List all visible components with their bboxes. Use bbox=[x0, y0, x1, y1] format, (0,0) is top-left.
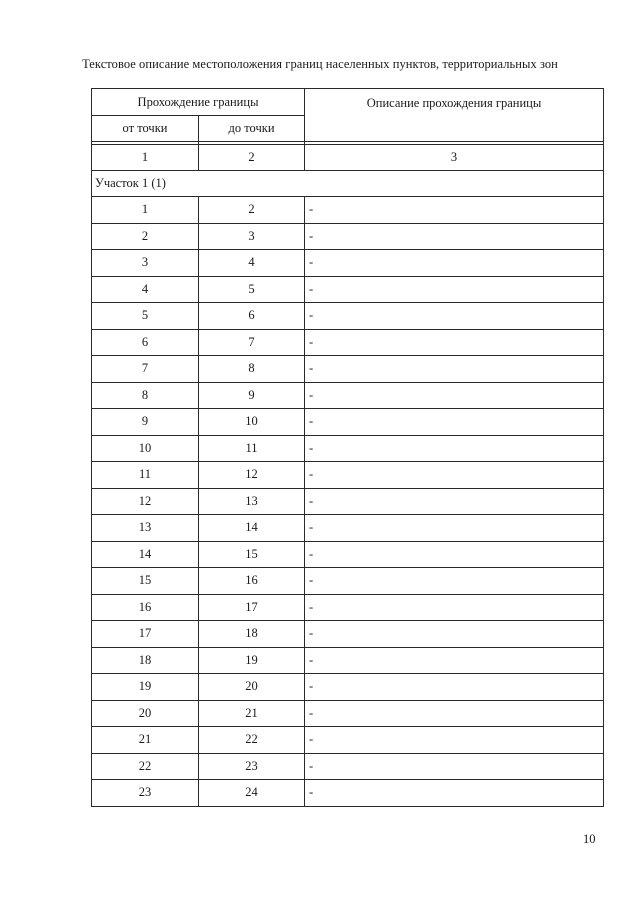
header-passage: Прохождение границы bbox=[92, 89, 305, 116]
from-point-cell: 6 bbox=[92, 329, 199, 356]
table-row bbox=[92, 329, 604, 356]
to-point-cell: 3 bbox=[199, 223, 305, 250]
to-point-cell: 24 bbox=[199, 780, 305, 807]
table-row bbox=[92, 674, 604, 701]
table-row bbox=[92, 356, 604, 383]
from-point-cell: 5 bbox=[92, 303, 199, 330]
description-cell: - bbox=[305, 780, 604, 807]
section-label: Участок 1 (1) bbox=[92, 171, 604, 197]
from-point-cell: 21 bbox=[92, 727, 199, 754]
description-cell: - bbox=[305, 541, 604, 568]
to-point-cell: 14 bbox=[199, 515, 305, 542]
from-point-cell: 12 bbox=[92, 488, 199, 515]
description-cell: - bbox=[305, 568, 604, 595]
header-row bbox=[92, 89, 604, 116]
to-point-cell: 21 bbox=[199, 700, 305, 727]
from-point-cell: 23 bbox=[92, 780, 199, 807]
table-row bbox=[92, 223, 604, 250]
table-row bbox=[92, 303, 604, 330]
to-point-cell: 2 bbox=[199, 197, 305, 224]
from-point-cell: 14 bbox=[92, 541, 199, 568]
table-row bbox=[92, 541, 604, 568]
table-body bbox=[92, 142, 604, 807]
table-row bbox=[92, 594, 604, 621]
table-row bbox=[92, 568, 604, 595]
description-cell: - bbox=[305, 276, 604, 303]
to-point-cell: 12 bbox=[199, 462, 305, 489]
to-point-cell: 18 bbox=[199, 621, 305, 648]
from-point-cell: 11 bbox=[92, 462, 199, 489]
to-point-cell: 13 bbox=[199, 488, 305, 515]
from-point-cell: 17 bbox=[92, 621, 199, 648]
table-row bbox=[92, 276, 604, 303]
from-point-cell: 18 bbox=[92, 647, 199, 674]
table-header bbox=[92, 89, 604, 142]
table-row bbox=[92, 488, 604, 515]
column-number: 2 bbox=[199, 145, 305, 171]
description-cell: - bbox=[305, 356, 604, 383]
section-row bbox=[92, 171, 604, 197]
description-cell: - bbox=[305, 594, 604, 621]
from-point-cell: 7 bbox=[92, 356, 199, 383]
table-row bbox=[92, 727, 604, 754]
description-cell: - bbox=[305, 647, 604, 674]
header-description: Описание прохождения границы bbox=[305, 89, 604, 142]
to-point-cell: 6 bbox=[199, 303, 305, 330]
column-number: 1 bbox=[92, 145, 199, 171]
header-to-point: до точки bbox=[199, 116, 305, 142]
description-cell: - bbox=[305, 515, 604, 542]
description-cell: - bbox=[305, 382, 604, 409]
from-point-cell: 22 bbox=[92, 753, 199, 780]
to-point-cell: 16 bbox=[199, 568, 305, 595]
table-row bbox=[92, 515, 604, 542]
to-point-cell: 10 bbox=[199, 409, 305, 436]
from-point-cell: 9 bbox=[92, 409, 199, 436]
table-row bbox=[92, 700, 604, 727]
from-point-cell: 10 bbox=[92, 435, 199, 462]
description-cell: - bbox=[305, 488, 604, 515]
description-cell: - bbox=[305, 303, 604, 330]
to-point-cell: 4 bbox=[199, 250, 305, 277]
description-cell: - bbox=[305, 329, 604, 356]
from-point-cell: 1 bbox=[92, 197, 199, 224]
to-point-cell: 15 bbox=[199, 541, 305, 568]
from-point-cell: 15 bbox=[92, 568, 199, 595]
boundary-table bbox=[91, 88, 604, 807]
description-cell: - bbox=[305, 197, 604, 224]
table-row bbox=[92, 621, 604, 648]
description-cell: - bbox=[305, 435, 604, 462]
table-row bbox=[92, 647, 604, 674]
from-point-cell: 2 bbox=[92, 223, 199, 250]
description-cell: - bbox=[305, 462, 604, 489]
from-point-cell: 8 bbox=[92, 382, 199, 409]
description-cell: - bbox=[305, 223, 604, 250]
header-from-point: от точки bbox=[92, 116, 199, 142]
table-row bbox=[92, 753, 604, 780]
to-point-cell: 20 bbox=[199, 674, 305, 701]
page-number: 10 bbox=[583, 832, 596, 846]
description-cell: - bbox=[305, 700, 604, 727]
table-row bbox=[92, 435, 604, 462]
from-point-cell: 20 bbox=[92, 700, 199, 727]
description-cell: - bbox=[305, 753, 604, 780]
page-title: Текстовое описание местоположения границ населенных пунктов, территориальных зон bbox=[82, 57, 558, 71]
from-point-cell: 13 bbox=[92, 515, 199, 542]
to-point-cell: 8 bbox=[199, 356, 305, 383]
to-point-cell: 17 bbox=[199, 594, 305, 621]
to-point-cell: 23 bbox=[199, 753, 305, 780]
table-row bbox=[92, 780, 604, 807]
from-point-cell: 3 bbox=[92, 250, 199, 277]
description-cell: - bbox=[305, 621, 604, 648]
description-cell: - bbox=[305, 250, 604, 277]
to-point-cell: 9 bbox=[199, 382, 305, 409]
to-point-cell: 7 bbox=[199, 329, 305, 356]
column-number-row bbox=[92, 145, 604, 171]
from-point-cell: 4 bbox=[92, 276, 199, 303]
table-row bbox=[92, 462, 604, 489]
description-cell: - bbox=[305, 674, 604, 701]
to-point-cell: 5 bbox=[199, 276, 305, 303]
from-point-cell: 16 bbox=[92, 594, 199, 621]
to-point-cell: 22 bbox=[199, 727, 305, 754]
description-cell: - bbox=[305, 409, 604, 436]
table-row bbox=[92, 197, 604, 224]
to-point-cell: 19 bbox=[199, 647, 305, 674]
to-point-cell: 11 bbox=[199, 435, 305, 462]
from-point-cell: 19 bbox=[92, 674, 199, 701]
column-number: 3 bbox=[305, 145, 604, 171]
table-row bbox=[92, 250, 604, 277]
table-row bbox=[92, 382, 604, 409]
description-cell: - bbox=[305, 727, 604, 754]
table-row bbox=[92, 409, 604, 436]
